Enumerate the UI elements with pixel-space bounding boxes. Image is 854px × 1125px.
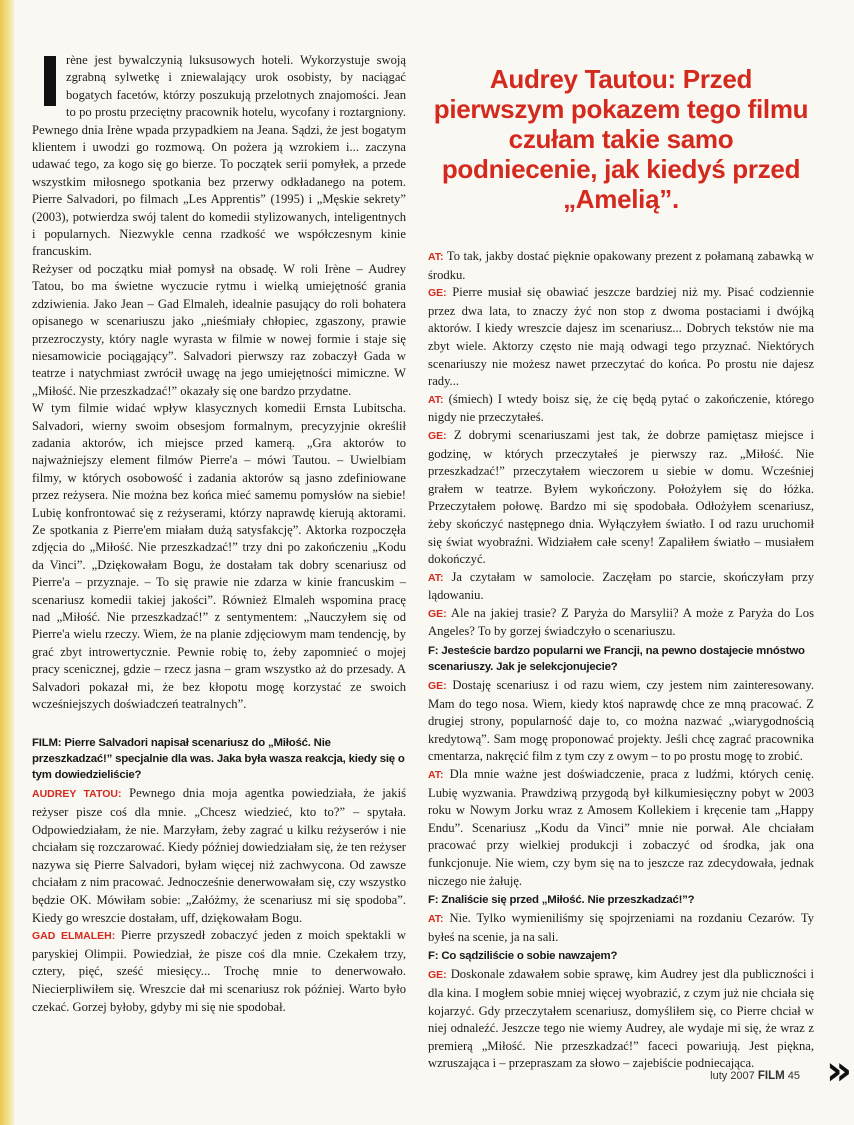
answer-text: Z dobrymi scenariuszami jest tak, że dobrze pamiętasz miejsce i godzinę, w których przeczytałeś je pierwszy raz. „Miłość. Nie przeszkadzać!” przeczytałem wieczorem u siebie w domu. Wcześniej grałem w teatrze. Byłem wykończony. Położyłem się do łóżka. Przeczytałem połowę. Bardzo mi się spodobała. Odłożyłem scenariusz, żeby skończyć następnego dnia. Wyłączyłem światło. I od razu uruchomił się świat wyobraźni. Widziałem całe sceny! Zapaliłem światło – musiałem dokończyć. (428, 427, 814, 567)
left-interview (32, 735, 406, 1016)
question-text: Pierre Salvadori napisał scenariusz do „Miłość. Nie przeszkadzać!” specjalnie dla was. Jaka była wasza reakcja, kiedy się o tym dowiedzieliście? (32, 737, 405, 782)
speaker-label: AT: (428, 393, 444, 406)
interview-answer (428, 248, 814, 284)
answer-text: Pewnego dnia moja agentka powiedziała, że jakiś reżyser pisze coś dla mnie. „Chcesz wiedzieć, kto to?” – spytała. Odpowiedziałam, że nie. Marzyłam, żeby zagrać u kilku reżyserów i nie chciałam się rozczarować. Kiedy później dowiedziałam się, że ten reżyser nazywa się Pierre Salvadori, byłam więcej niż zachwycona. Od zawsze chciałam z nim pracować. Jednocześnie denerwowałam się, czy wszystko będzie OK. Mówiłam sobie: „Załóżmy, że scenariusz mi się spodoba”. Kiedy go wreszcie dostałam, uff, dziękowałam Bogu. (32, 786, 406, 925)
section-spacer (32, 713, 406, 733)
question-text: Jesteście bardzo popularni we Francji, na pewno dostajecie mnóstwo scenariuszy. Jak je selekcjonujecie? (428, 645, 805, 674)
question-text: Co sądziliście o sobie nawzajem? (441, 950, 618, 963)
interview-answer (428, 569, 814, 605)
page-number: 45 (787, 1070, 800, 1082)
interview-answer (428, 677, 814, 766)
interview-answer (32, 785, 406, 927)
speaker-label: GE: (428, 429, 447, 442)
right-interview (428, 248, 814, 1073)
speaker-label: AUDREY TATOU: (32, 788, 122, 801)
interview-question (428, 948, 814, 964)
pull-quote: Audrey Tautou: Przed pierwszym pokazem tego filmu czułam takie samo podniecenie, jak kiedyś przed „Amelią”. (433, 64, 809, 214)
question-label: F: (428, 950, 439, 963)
speaker-label: AT: (428, 913, 444, 926)
speaker-label: AT: (428, 769, 444, 782)
speaker-label: GE: (428, 680, 447, 693)
question-label: FILM: (32, 737, 62, 750)
interview-answer (428, 966, 814, 1073)
speaker-label: GE: (428, 969, 447, 982)
speaker-label: GE: (428, 287, 447, 300)
right-column (428, 64, 814, 1073)
interview-answer (428, 910, 814, 946)
interview-answer (428, 427, 814, 569)
body-paragraph-lubitsch: W tym filmie widać wpływ klasycznych komedii Ernsta Lubitscha. Salvadori, wierny swoim obsesjom formalnym, precyzyjnie określił zadania aktorów, ich miejsce przed kamerą. „Gra aktorów to najważniejszy element filmów Pierre'a – mówi Tautou. – Uwielbiam filmy, w których osobowość i zadania aktorów są jasno zdefiniowane przez reżysera. Nie można bez końca mieć samemu pomysłów na siebie! Lubię konfrontować się z reżyserami, którzy naprawdę kierują aktorami. Ze spotkania z Pierre'em miałam dużą satysfakcję”. Aktorka rozpoczęła zdjęcia do „Miłość. Nie przeszkadzać!” trzy dni po zakończeniu „Kodu da Vinci”. „Dziękowałam Bogu, że dostałam tak dobry scenariusz od Pierre'a – przyznaje. – To się prawie nie zdarza w kinie francuskim – scenariusz komedii takiej jakości”. Również Elmaleh wspomina pracę nad „Miłość. Nie przeszkadzać!” z sentymentem: „Nauczyłem się od Pierre'a wielu rzeczy. Wiem, że na planie zdjęciowym mam tendencję, by grać zbyt introwertycznie. Pewnie robię to, żeby zapomnieć o mojej pracy scenicznej, gdzie – rzecz jasna – gram wszystko aż do przesady. A Salvadori pokazał mi, że bez kłopotu mogę korzystać ze swoich wcześniejszych doświadczeń teatralnych”. (32, 401, 406, 712)
drop-cap-bar (44, 56, 56, 106)
answer-text: Pierre musiał się obawiać jeszcze bardziej niż my. Pisać codziennie przez dwa lata, to znaczy żyć non stop z dwoma postaciami i dwójką aktorów. I kiedy wreszcie dajesz im scenariusz... Dobrych tekstów nie ma zbyt wiele. Aktorzy często nie mają odwagi tego przyznać. Niektórych scenariuszy nie możesz nawet przeczytać do końca. Po prostu nie dajesz rady... (428, 285, 814, 389)
interview-answer (428, 605, 814, 641)
answer-text: Pierre przyszedł zobaczyć jeden z moich spektakli w paryskiej Olimpii. Powiedział, że pisze coś dla mnie. Czekałem trzy, cztery, pięć, sześć miesięcy... Trochę mnie to denerwowało. Niecierpliwiłem się. Wreszcie dał mi scenariusz rok później. Warto było czekać. Gorzej byłoby, gdyby mi się nie spodobał. (32, 928, 406, 1014)
interview-question (32, 735, 406, 783)
magazine-name: FILM (757, 1070, 785, 1082)
interview-answer (428, 284, 814, 391)
answer-text: Dla mnie ważne jest doświadczenie, praca z ludźmi, których cenię. Lubię wyzwania. Prawdziwą przygodą był kilkumiesięczny pobyt w 2003 roku w Nowym Jorku wraz z Amosem Kollekiem i kręcenie tam „Happy Endu”. Scenariusz „Kodu da Vinci” mnie nie porwał. Ale chciałam pracować przy wielkiej produkcji i zobaczyć od środka, jak ona funkcjonuje. Nie wiem, czy bym się na to jeszcze raz zdecydowała, jednak niczego nie żałuję. (428, 767, 814, 888)
issue-date: luty 2007 (710, 1070, 755, 1082)
interview-answer (428, 391, 814, 427)
continue-arrows-icon: » (826, 1048, 840, 1094)
answer-text: Doskonale zdawałem sobie sprawę, kim Audrey jest dla publiczności i dla kina. I mogłem sobie mniej więcej wyobrazić, z czym już nie chciała się kojarzyć. Gdy przeczytałem scenariusz, domyśliłem się, co Pierre chciał w niej odnaleźć. Jeszcze tego nie wiemy Audrey, ale wydaje mi się, że wraz z premierą „Miłość. Nie przeszkadzać!” faceci powariują. Jest piękna, wzruszająca i – przepraszam za słowo – zajebiście podniecająca. (428, 967, 814, 1071)
interview-answer (32, 927, 406, 1016)
magazine-page (32, 52, 828, 1092)
answer-text: Dostaję scenariusz i od razu wiem, czy jestem nim zainteresowany. Mam do tego nosa. Wiem, kiedy ktoś naprawdę chce ze mną pracować. Z drugiej strony, popularność daje to, co można nazwać „wiarygodnością kredytową”. Sam mogę proponować projekty. Jeśli chcę zagrać pracownika cmentarza, nakręcić film z tym czy z owym – to po prostu mogę to zrobić. (428, 678, 814, 764)
speaker-label: GE: (428, 607, 447, 620)
page-footer (710, 1070, 800, 1082)
speaker-label: GAD ELMALEH: (32, 930, 116, 943)
speaker-label: AT: (428, 571, 444, 584)
answer-text: To tak, jakby dostać pięknie opakowany prezent z połamaną zabawką w środku. (428, 249, 814, 282)
answer-text: (śmiech) I wtedy boisz się, że cię będą pytać o zakończenie, którego nigdy nie przeczytałeś. (428, 391, 814, 425)
question-label: F: (428, 894, 439, 907)
question-text: Znaliście się przed „Miłość. Nie przeszkadzać!”? (441, 894, 695, 907)
question-label: F: (428, 645, 439, 658)
body-paragraph-casting: Reżyser od początku miał pomysł na obsadę. W roli Irène – Audrey Tatou, bo ma świetne wyczucie rytmu i wielką umiejętność grania zdziwienia. Jako Jean – Gad Elmaleh, idealnie pasujący do roli bohatera opisanego w scenariuszu jako „nieśmiały chłopiec, zgaszony, prawie przezroczysty, który nagle wyrasta w filmie w nowej formie i staje się niesamowicie pociągający”. Salvadori pierwszy raz zobaczył Gada w teatrze i natychmiast zwrócił uwagę na jego umiejętności mimiczne. W „Miłość. Nie przeszkadzać!” okazały się one bardzo przydatne. (32, 261, 406, 398)
answer-text: Nie. Tylko wymieniliśmy się spojrzeniami na rozdaniu Cezarów. Ty byłeś na scenie, ja na sali. (428, 911, 814, 944)
interview-question (428, 643, 814, 675)
answer-text: Ale na jakiej trasie? Z Paryża do Marsylii? A może z Paryża do Los Angeles? To by gorzej świadczyło o scenariuszu. (428, 605, 814, 639)
left-column (32, 52, 406, 1016)
page-binding-edge (0, 0, 14, 1125)
speaker-label: AT: (428, 251, 444, 263)
intro-paragraph: rène jest bywalczynią luksusowych hoteli. Wykorzystuje swoją zgrabną sylwetkę i zniewalający urok osobisty, by naciągać bogatych facetów, którzy poszukują przelotnych znajomości. Jean to po prostu przeciętny pracownik hotelu, wycofany i roztargniony. Pewnego dnia Irène wpada przypadkiem na Jeana. Sądzi, że jest bogatym klientem i uwodzi go rozmową. On pożera ją wzrokiem i... zaczyna udawać tego, za kogo się go bierze. To początek serii pomyłek, a przede wszystkim miłosnego spotkania bez przerwy odkładanego na potem. Pierre Salvadori, po filmach „Les Apprentis” (1995) i „Męskie sekrety” (2003), potwierdza swój talent do komedii stylizowanych, inteligentnych i popularnych. Niezwykle cenna rzadkość we współczesnym kinie francuskim. (32, 53, 406, 259)
answer-text: Ja czytałam w samolocie. Zaczęłam po starcie, skończyłam przy lądowaniu. (428, 569, 814, 603)
interview-answer (428, 766, 814, 890)
interview-question (428, 892, 814, 908)
